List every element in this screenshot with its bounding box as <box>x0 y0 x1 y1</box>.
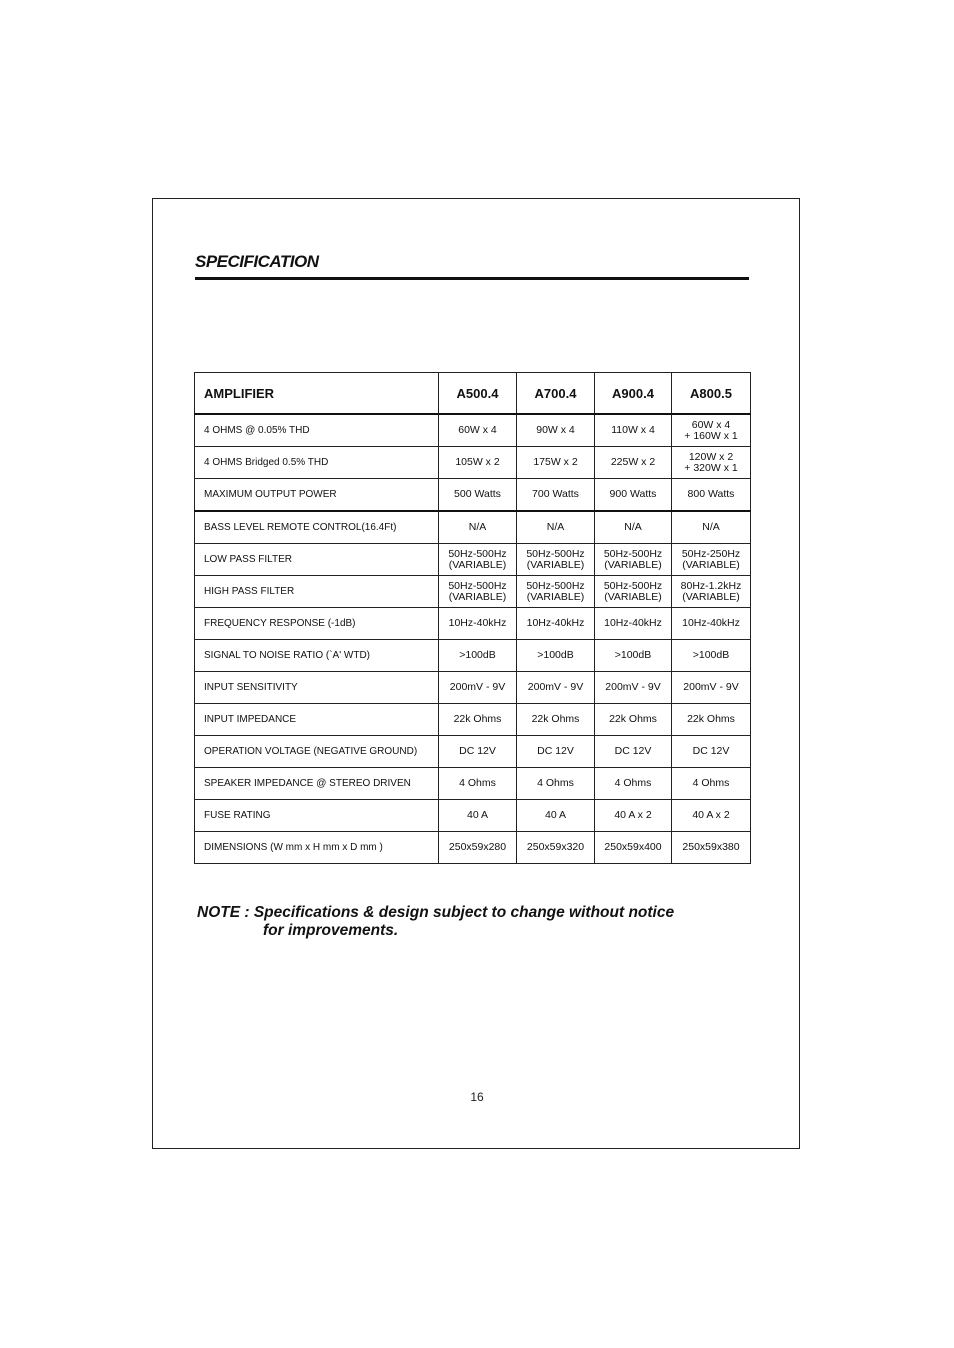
table-row <box>195 576 751 608</box>
page-title: SPECIFICATION <box>195 252 319 271</box>
spec-value: 40 A x 2 <box>672 800 751 832</box>
spec-value: 10Hz-40kHz <box>595 608 672 640</box>
spec-value: 40 A x 2 <box>595 800 672 832</box>
spec-value: 50Hz-250Hz (VARIABLE) <box>672 544 751 576</box>
spec-value: 900 Watts <box>595 479 672 512</box>
spec-value: 50Hz-500Hz (VARIABLE) <box>439 544 517 576</box>
spec-value: 175W x 2 <box>517 447 595 479</box>
page-number: 16 <box>470 1090 484 1104</box>
title-underline <box>195 277 749 280</box>
table-row <box>195 414 751 447</box>
spec-value: 22k Ohms <box>517 704 595 736</box>
row-label: FREQUENCY RESPONSE (-1dB) <box>195 608 439 640</box>
row-label: INPUT IMPEDANCE <box>195 704 439 736</box>
spec-value: 22k Ohms <box>439 704 517 736</box>
spec-value: 250x59x400 <box>595 832 672 864</box>
note-line-1: NOTE : Specifications & design subject to change without notice <box>197 904 675 921</box>
row-label: OPERATION VOLTAGE (NEGATIVE GROUND) <box>195 736 439 768</box>
row-label: SPEAKER IMPEDANCE @ STEREO DRIVEN <box>195 768 439 800</box>
spec-value: N/A <box>672 511 751 544</box>
spec-value: DC 12V <box>439 736 517 768</box>
spec-value: DC 12V <box>517 736 595 768</box>
note-line-2: for improvements. <box>263 922 399 939</box>
spec-value: N/A <box>595 511 672 544</box>
spec-value: 40 A <box>439 800 517 832</box>
header-cell-model: A900.4 <box>595 373 672 415</box>
spec-value: DC 12V <box>595 736 672 768</box>
spec-value: N/A <box>517 511 595 544</box>
header-cell-model: A500.4 <box>439 373 517 415</box>
spec-value: 50Hz-500Hz (VARIABLE) <box>595 544 672 576</box>
spec-value: 4 Ohms <box>439 768 517 800</box>
spec-value: 250x59x380 <box>672 832 751 864</box>
table-row <box>195 768 751 800</box>
header-cell-model: A800.5 <box>672 373 751 415</box>
spec-value: 50Hz-500Hz (VARIABLE) <box>517 544 595 576</box>
spec-value: 50Hz-500Hz (VARIABLE) <box>517 576 595 608</box>
spec-value: DC 12V <box>672 736 751 768</box>
spec-value: >100dB <box>517 640 595 672</box>
table-row <box>195 800 751 832</box>
spec-value: N/A <box>439 511 517 544</box>
spec-value: 700 Watts <box>517 479 595 512</box>
table-row <box>195 640 751 672</box>
spec-value: 4 Ohms <box>595 768 672 800</box>
table-row <box>195 447 751 479</box>
spec-value: 800 Watts <box>672 479 751 512</box>
spec-value: 22k Ohms <box>595 704 672 736</box>
spec-value: 105W x 2 <box>439 447 517 479</box>
spec-value: 200mV - 9V <box>517 672 595 704</box>
row-label: 4 OHMS @ 0.05% THD <box>195 414 439 447</box>
spec-value: 50Hz-500Hz (VARIABLE) <box>595 576 672 608</box>
row-label: HIGH PASS FILTER <box>195 576 439 608</box>
row-label: BASS LEVEL REMOTE CONTROL(16.4Ft) <box>195 511 439 544</box>
table-row <box>195 511 751 544</box>
spec-value: 10Hz-40kHz <box>517 608 595 640</box>
table-row <box>195 704 751 736</box>
spec-value: >100dB <box>672 640 751 672</box>
table-row <box>195 544 751 576</box>
spec-value: 10Hz-40kHz <box>439 608 517 640</box>
row-label: LOW PASS FILTER <box>195 544 439 576</box>
table-row <box>195 672 751 704</box>
spec-value: 200mV - 9V <box>672 672 751 704</box>
row-label: 4 OHMS Bridged 0.5% THD <box>195 447 439 479</box>
spec-value: >100dB <box>439 640 517 672</box>
spec-value: 225W x 2 <box>595 447 672 479</box>
spec-value: 60W x 4 + 160W x 1 <box>672 414 751 447</box>
spec-value: 250x59x280 <box>439 832 517 864</box>
spec-value: 4 Ohms <box>672 768 751 800</box>
spec-value: 10Hz-40kHz <box>672 608 751 640</box>
spec-value: 50Hz-500Hz (VARIABLE) <box>439 576 517 608</box>
spec-value: 500 Watts <box>439 479 517 512</box>
table-row <box>195 479 751 512</box>
spec-value: 200mV - 9V <box>439 672 517 704</box>
table-row <box>195 608 751 640</box>
header-cell-model: A700.4 <box>517 373 595 415</box>
spec-value: 90W x 4 <box>517 414 595 447</box>
table-row <box>195 832 751 864</box>
spec-value: 110W x 4 <box>595 414 672 447</box>
row-label: INPUT SENSITIVITY <box>195 672 439 704</box>
note-text <box>197 904 674 940</box>
row-label: FUSE RATING <box>195 800 439 832</box>
spec-value: >100dB <box>595 640 672 672</box>
spec-value: 120W x 2 + 320W x 1 <box>672 447 751 479</box>
header-cell-amplifier: AMPLIFIER <box>195 373 439 415</box>
spec-value: 22k Ohms <box>672 704 751 736</box>
table-header-row <box>195 373 751 415</box>
spec-value: 250x59x320 <box>517 832 595 864</box>
row-label: DIMENSIONS (W mm x H mm x D mm ) <box>195 832 439 864</box>
spec-value: 60W x 4 <box>439 414 517 447</box>
row-label: MAXIMUM OUTPUT POWER <box>195 479 439 512</box>
spec-value: 4 Ohms <box>517 768 595 800</box>
row-label: SIGNAL TO NOISE RATIO (`A' WTD) <box>195 640 439 672</box>
table-row <box>195 736 751 768</box>
spec-value: 80Hz-1.2kHz (VARIABLE) <box>672 576 751 608</box>
spec-value: 40 A <box>517 800 595 832</box>
spec-value: 200mV - 9V <box>595 672 672 704</box>
specification-table <box>194 372 751 864</box>
